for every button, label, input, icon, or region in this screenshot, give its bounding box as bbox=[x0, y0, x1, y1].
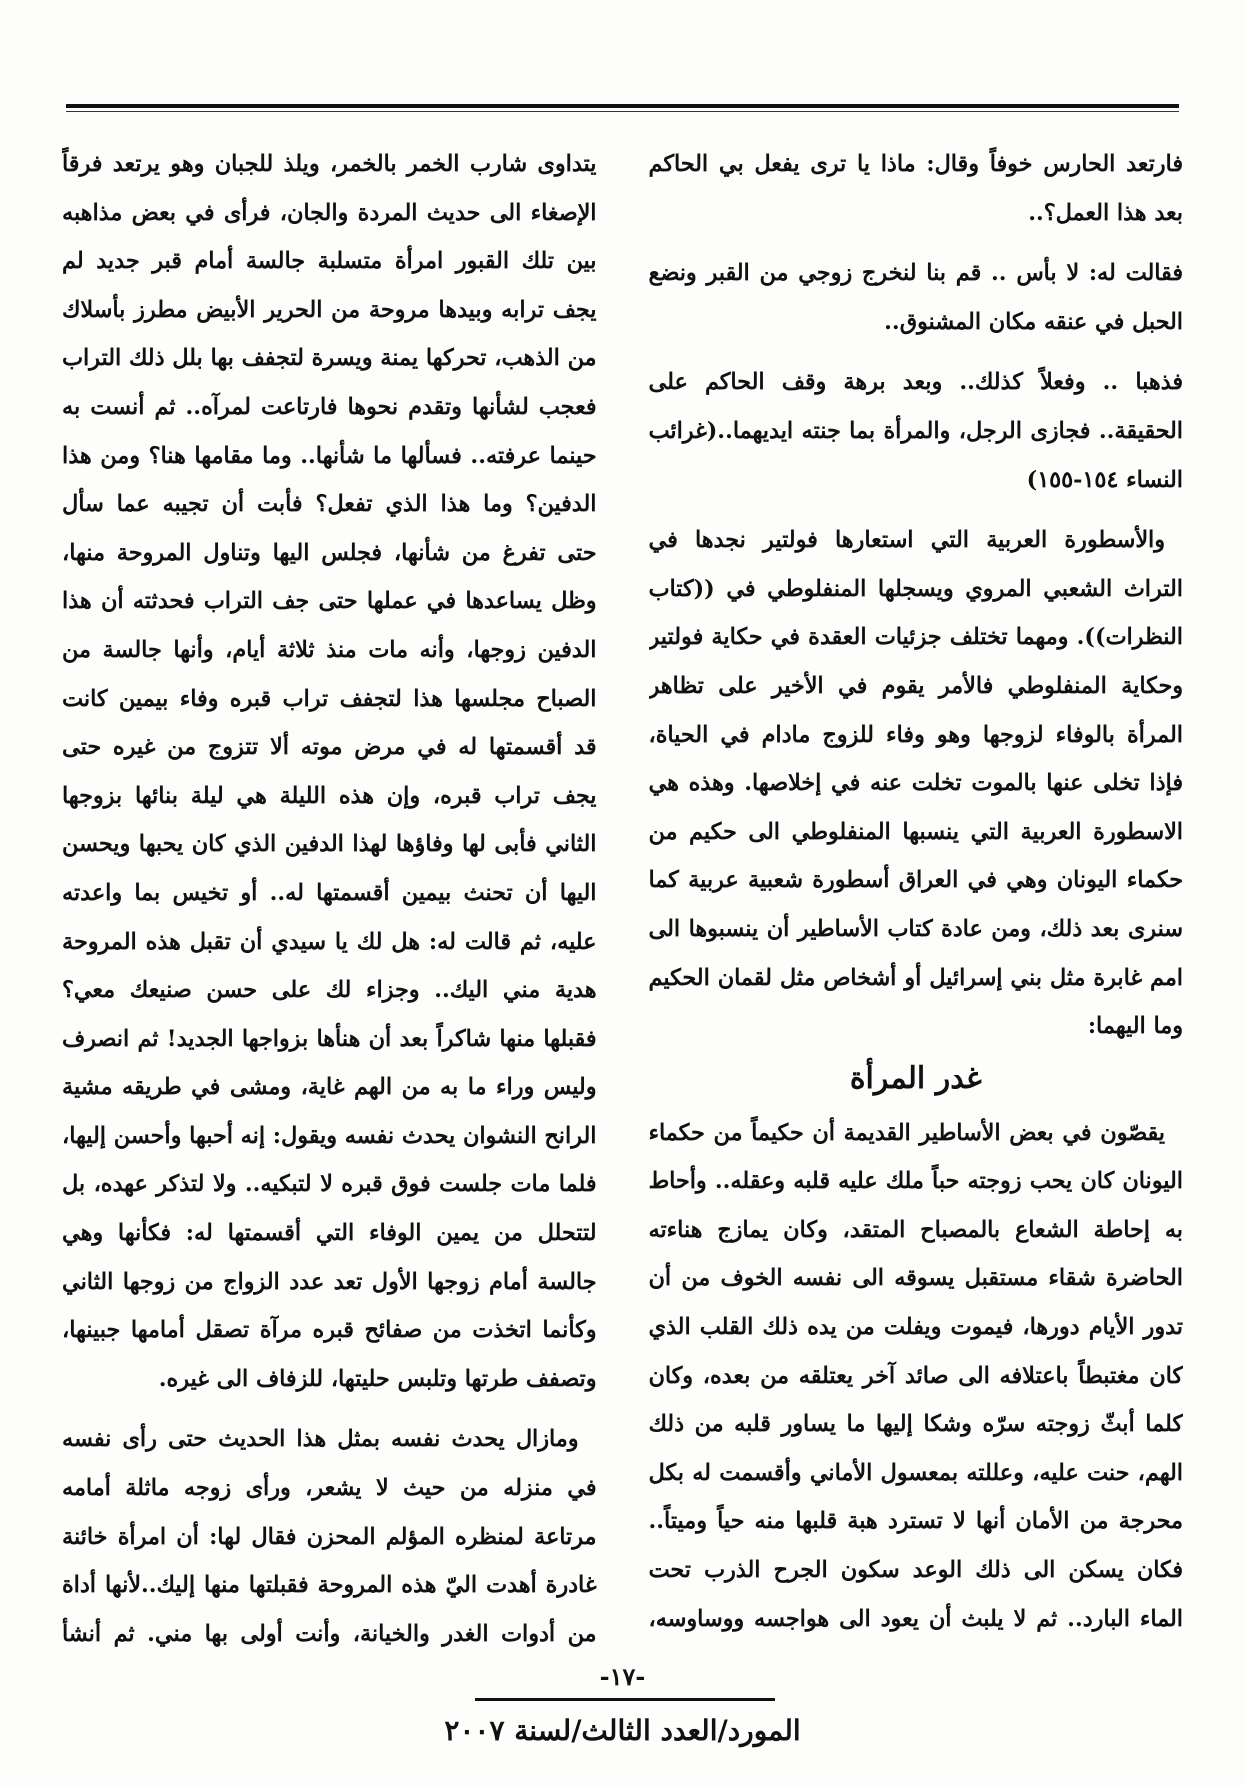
right-column bbox=[649, 140, 1184, 1650]
header-rule bbox=[66, 104, 1179, 108]
paragraph: فقالت له: لا بأس .. قم بنا لنخرج زوجي من القبر ونضع الحبل في عنقه مكان المشنوق.. bbox=[648, 260, 1183, 335]
left-column bbox=[62, 140, 597, 1650]
paragraph: فارتعد الحارس خوفاً وقال: ماذا يا ترى يفعل بي الحاكم بعد هذا العمل؟.. bbox=[648, 151, 1183, 226]
paragraph: والأسطورة العربية التي استعارها فولتير نجدها في التراث الشعبي المروي ويسجلها المنفلوطي في ((كتاب النظرات)). ومهما تختلف جزئيات العقدة في حكاية فولتير وحكاية المنفلوطي فالأمر يقوم في الأخير على تظاهر المرأة بالوفاء لزوجها وهو وفاء للزوج مادام في الحياة، فإذا تخلى عنها بالموت تخلت عنه في إخلاصها. وهذه هي الاسطورة العربية التي ينسبها المنفلوطي الى حكيم من حكماء اليونان وهي في العراق أسطورة شعبية عربية كما سنرى بعد ذلك، ومن عادة كتاب الأساطير أن ينسبوها الى امم غابرة مثل بني إسرائيل أو أشخاص مثل لقمان الحكيم وما اليهما: bbox=[648, 527, 1183, 1040]
paragraph: فذهبا .. وفعلاً كذلك.. وبعد برهة وقف الحاكم على الحقيقة.. فجازى الرجل، والمرأة بما جنته ايديهما..(غرائب النساء ١٥٤-١٥٥) bbox=[648, 369, 1183, 493]
paragraph: ومازال يحدث نفسه بمثل هذا الحديث حتى رأى نفسه في منزله من حيث لا يشعر، ورأى زوجه ماثلة أمامه مرتاعة لمنظره المؤلم المحزن فقال لها: أن امرأة خائنة غادرة أهدت اليّ هذه المروحة فقبلتها منها إليك..لأنها أداة من أدوات الغدر والخيانة، وأنت أولى بها مني. ثم أنشأ bbox=[62, 1426, 597, 1647]
paragraph: يقصّون في بعض الأساطير القديمة أن حكيماً من حكماء اليونان كان يحب زوجته حباً ملك عليه قلبه وعقله.. وأحاط به إحاطة الشعاع بالمصباح المتقد، وكان يمازج هناءته الحاضرة شقاء مستقبل يسوقه الى نفسه الخوف من أن تدور الأيام دورها، فيموت ويفلت من يده ذلك القلب الذي كان مغتبطاً باعتلافه الى صائد آخر يعتلقه من بعده، وكان كلما أبثّ زوجته سرّه وشكا إليها ما يساور قلبه من ذلك الهم، حنت عليه، وعللته بمعسول الأماني وأقسمت له بكل محرجة من الأمان أنها لا تسترد هبة قلبها منه حياً وميتاً.. فكان يسكن الى ذلك الوعد سكون الجرح الذرب تحت الماء البارد.. ثم لا يلبث أن يعود الى هواجسه ووساوسه، bbox=[648, 1119, 1183, 1632]
journal-footer: المورد/العدد الثالث/لسنة ٢٠٠٧ bbox=[444, 1714, 801, 1747]
page-number: -١٧- bbox=[599, 1662, 646, 1691]
footer-rule bbox=[475, 1698, 775, 1701]
section-heading: غدر المرأة bbox=[849, 1060, 982, 1096]
article-body bbox=[62, 140, 1183, 1650]
paragraph: يتداوى شارب الخمر بالخمر، ويلذ للجبان وهو يرتعد فرقاً الإصغاء الى حديث المردة والجان، فرأى في بعض مذاهبه بين تلك القبور امرأة متسلبة جالسة أمام قبر جديد لم يجف ترابه وبيدها مروحة من الحرير الأبيض مطرز بأسلاك من الذهب، تحركها يمنة ويسرة لتجفف بها بلل ذلك التراب فعجب لشأنها وتقدم نحوها فارتاعت لمرآه.. ثم أنست به حينما عرفته.. فسألها ما شأنها.. وما مقامها هنا؟ ومن هذا الدفين؟ وما هذا الذي تفعل؟ فأبت أن تجيبه عما سأل حتى تفرغ من شأنها، فجلس اليها وتناول المروحة منها، وظل يساعدها في عملها حتى جف التراب فحدثته أن هذا الدفين زوجها، وأنه مات منذ ثلاثة أيام، وأنها جالسة من الصباح مجلسها هذا لتجفف تراب قبره وفاء بيمين كانت قد أقسمتها له في مرض موته ألا تتزوج من غيره حتى يجف تراب قبره، وإن هذه الليلة هي ليلة بنائها بزوجها الثاني فأبى لها وفاؤها لهذا الدفين الذي كان يحبها ويحسن اليها أن تحنث بيمين أقسمتها له.. أو تخيس بما واعدته عليه، ثم قالت له: هل لك يا سيدي أن تقبل هذه المروحة هدية مني اليك.. وجزاء لك على حسن صنيعك معي؟ فقبلها منها شاكراً بعد أن هنأها بزواجها الجديد! ثم انصرف وليس وراء ما به من الهم غاية، ومشى في طريقه مشية الرانح النشوان يحدث نفسه ويقول: إنه أحبها وأحسن إليها، فلما مات جلست فوق قبره لا لتبكيه.. ولا لتذكر عهده، بل لتتحلل من يمين الوفاء التي أقسمتها له: فكأنها وهي جالسة أمام زوجها الأول تعد عدد الزواج من زوجها الثاني وكأنما اتخذت من صفائح قبره مرآة تصقل أمامها جبينها، وتصفف طرتها وتلبس حليتها، للزفاف الى غيره. bbox=[62, 151, 597, 1392]
